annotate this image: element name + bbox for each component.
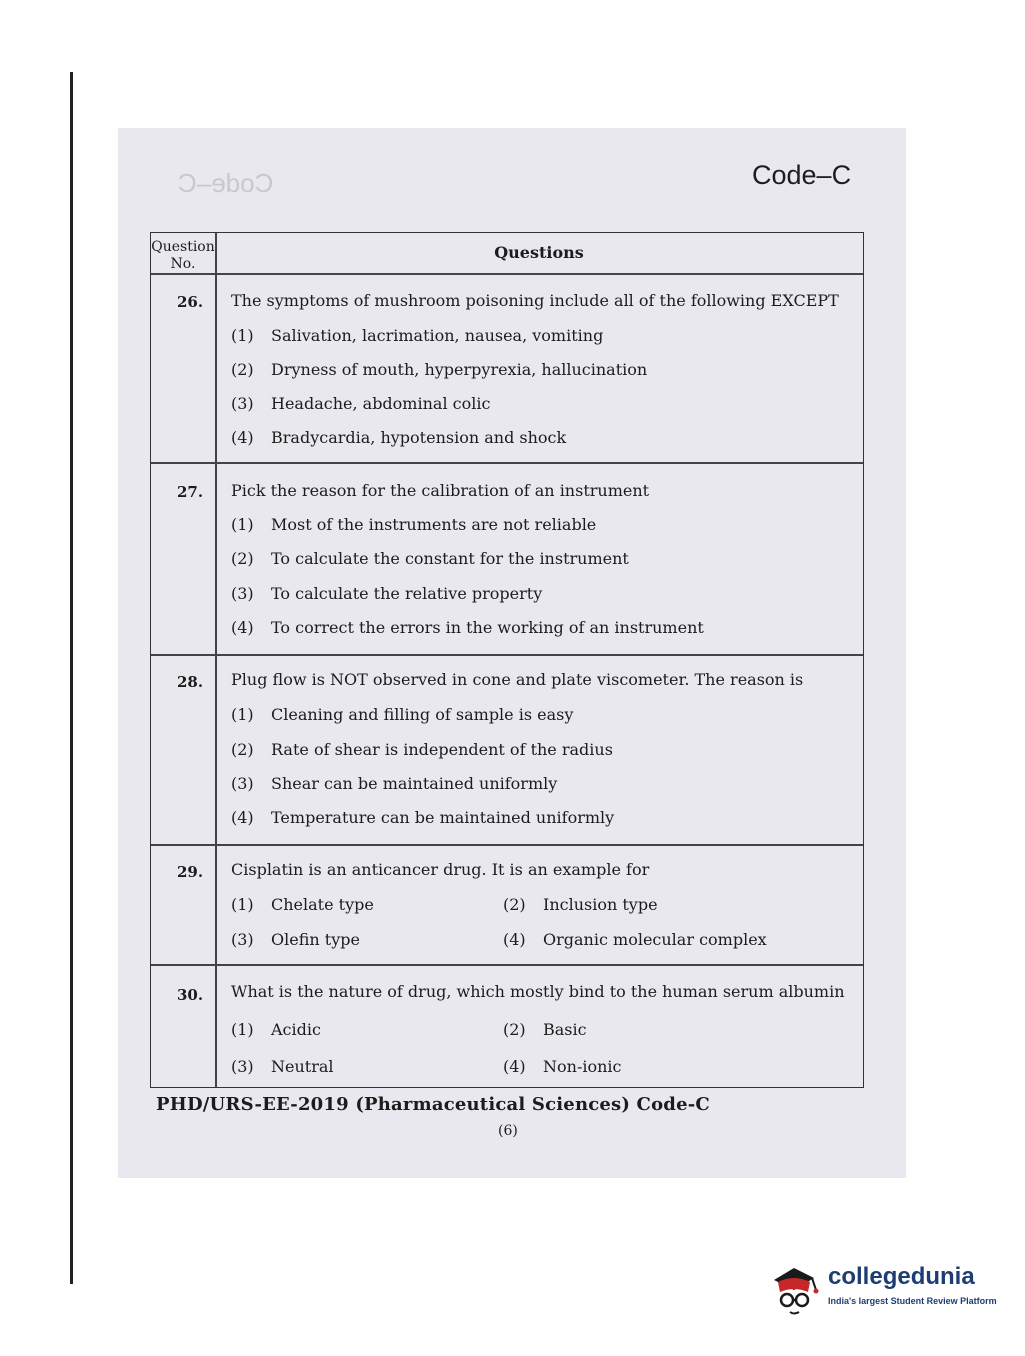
option	[231, 428, 566, 447]
option-text: Neutral	[271, 1057, 334, 1076]
question-stem: What is the nature of drug, which mostly bind to the human serum albumin	[231, 982, 845, 1001]
option	[503, 1020, 587, 1039]
collegedunia-logo[interactable]	[768, 1260, 998, 1320]
option	[231, 930, 360, 949]
graduate-mascot-icon	[768, 1260, 824, 1316]
option-number: (3)	[231, 394, 254, 413]
option-text: To calculate the constant for the instrument	[271, 549, 629, 568]
question-stem: Pick the reason for the calibration of an instrument	[231, 481, 650, 500]
option-number: (2)	[503, 1020, 526, 1039]
question-number: 26.	[177, 293, 204, 311]
question-number: 30.	[177, 986, 204, 1004]
option-number: (2)	[231, 740, 254, 759]
option	[231, 394, 490, 413]
option-text: Acidic	[271, 1020, 321, 1039]
option-text: Most of the instruments are not reliable	[271, 515, 597, 534]
row-divider	[151, 964, 863, 966]
question-stem: Plug flow is NOT observed in cone and plate viscometer. The reason is	[231, 670, 804, 689]
option	[231, 618, 704, 637]
option-text: Chelate type	[271, 895, 374, 914]
row-divider	[151, 462, 863, 464]
option-number: (1)	[231, 1020, 254, 1039]
option	[231, 1057, 334, 1076]
option-text: Olefin type	[271, 930, 360, 949]
row-divider	[151, 844, 863, 846]
option-text: Cleaning and filling of sample is easy	[271, 705, 574, 724]
bleed-through-code: Code–C	[178, 168, 274, 198]
option	[231, 549, 629, 568]
option-text: To correct the errors in the working of an instrument	[271, 618, 704, 637]
question-table	[150, 232, 864, 1088]
option	[231, 895, 374, 914]
option	[503, 895, 658, 914]
option	[231, 360, 647, 379]
option	[231, 774, 557, 793]
option	[231, 705, 573, 724]
option	[231, 326, 603, 345]
option-number: (4)	[231, 618, 254, 637]
header-question-no: Question No.	[151, 239, 215, 272]
option-text: Salivation, lacrimation, nausea, vomiting	[271, 326, 604, 345]
option-number: (1)	[231, 705, 254, 724]
option-number: (2)	[231, 549, 254, 568]
option-text: Headache, abdominal colic	[271, 394, 491, 413]
option-number: (3)	[231, 1057, 254, 1076]
question-number: 29.	[177, 863, 204, 881]
brand-tagline: India's largest Student Review Platform	[828, 1296, 997, 1306]
brand-name: collegedunia	[828, 1263, 975, 1290]
option-number: (2)	[231, 360, 254, 379]
question-number: 28.	[177, 673, 204, 691]
header-questions: Questions	[494, 243, 584, 262]
option-number: (1)	[231, 515, 254, 534]
option-number: (4)	[503, 1057, 526, 1076]
row-divider	[151, 654, 863, 656]
option-number: (1)	[231, 895, 254, 914]
column-divider	[215, 233, 217, 1087]
option-number: (4)	[231, 808, 254, 827]
option	[231, 584, 542, 603]
option-text: Organic molecular complex	[543, 930, 767, 949]
option-text: Basic	[543, 1020, 587, 1039]
option-text: Dryness of mouth, hyperpyrexia, hallucination	[271, 360, 648, 379]
option-number: (4)	[503, 930, 526, 949]
option-number: (3)	[231, 774, 254, 793]
option	[231, 740, 613, 759]
paper-code: Code–C	[752, 160, 852, 190]
option	[503, 1057, 621, 1076]
paper-footer: PHD/URS-EE-2019 (Pharmaceutical Sciences) Code-C	[156, 1094, 710, 1115]
option-text: To calculate the relative property	[271, 584, 543, 603]
scan-edge	[70, 72, 73, 1284]
page-number: (6)	[498, 1123, 518, 1139]
option-number: (3)	[231, 584, 254, 603]
option-text: Rate of shear is independent of the radius	[271, 740, 613, 759]
option-text: Non-ionic	[543, 1057, 622, 1076]
option	[231, 808, 614, 827]
option-text: Inclusion type	[543, 895, 658, 914]
question-stem: The symptoms of mushroom poisoning include all of the following EXCEPT	[231, 291, 839, 310]
option-number: (3)	[231, 930, 254, 949]
option-number: (2)	[503, 895, 526, 914]
option-text: Temperature can be maintained uniformly	[271, 808, 615, 827]
option-text: Shear can be maintained uniformly	[271, 774, 558, 793]
option-number: (1)	[231, 326, 254, 345]
option	[231, 515, 596, 534]
option	[503, 930, 767, 949]
option	[231, 1020, 321, 1039]
row-divider	[151, 273, 863, 275]
question-number: 27.	[177, 483, 204, 501]
question-stem: Cisplatin is an anticancer drug. It is an example for	[231, 860, 650, 879]
option-text: Bradycardia, hypotension and shock	[271, 428, 567, 447]
option-number: (4)	[231, 428, 254, 447]
